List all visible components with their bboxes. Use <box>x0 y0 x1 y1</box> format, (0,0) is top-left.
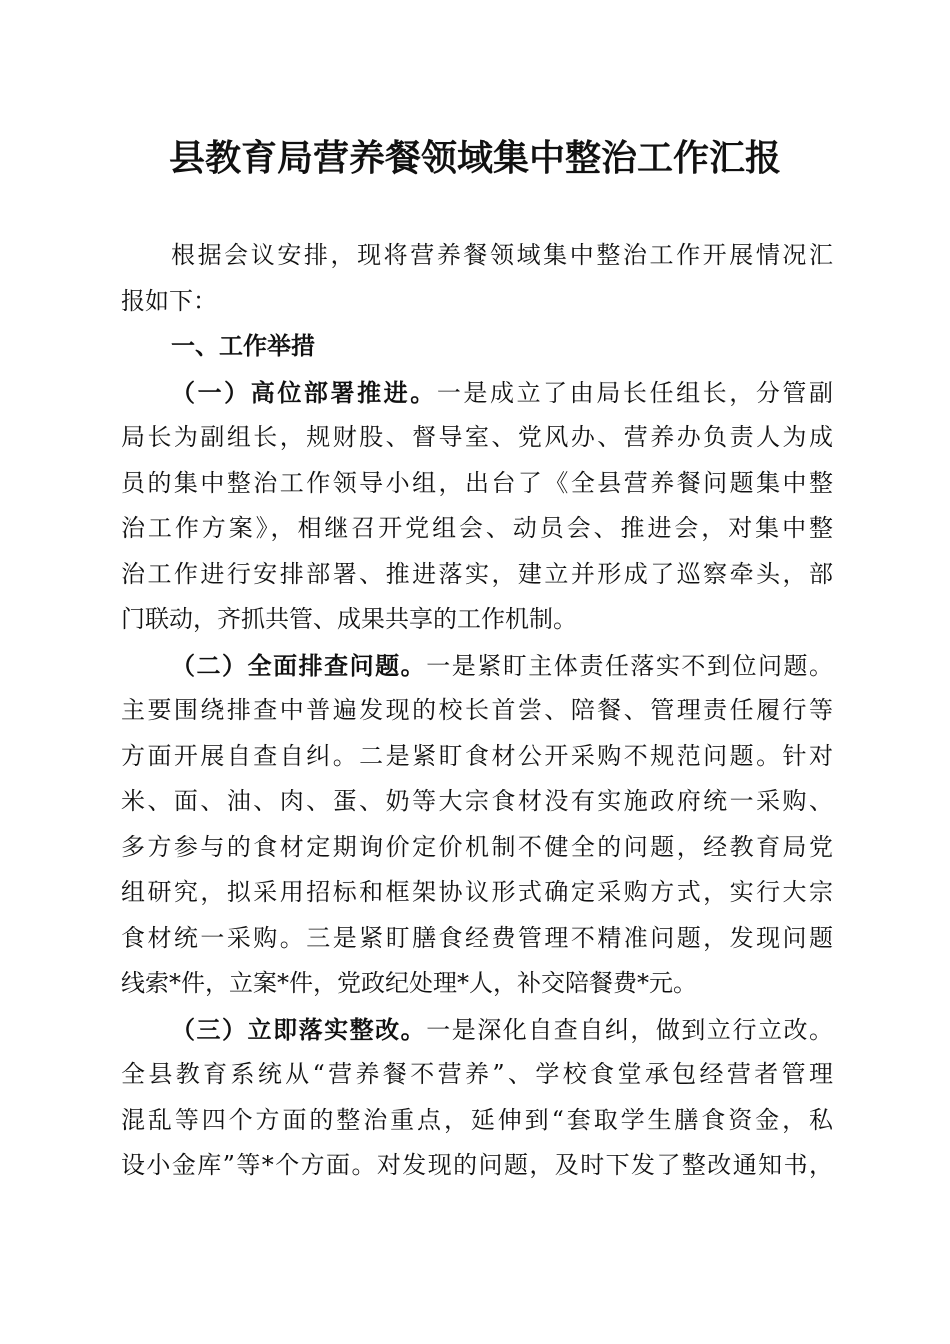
paragraph-line: 混乱等四个方面的整治重点，延伸到“套取学生膳食资金，私 <box>121 1105 833 1134</box>
paragraph-line: 门联动，齐抓共管、成果共享的工作机制。 <box>121 605 577 633</box>
paragraph-line: 治工作方案》，相继召开党组会、动员会、推进会，对集中整 <box>121 514 833 542</box>
paragraph-line: 治工作进行安排部署、推进落实，建立并形成了巡察牵头，部 <box>121 559 833 588</box>
paragraph-line: 局长为副组长，规财股、督导室、党风办、营养办负责人为成 <box>121 423 833 451</box>
document-title: 县教育局营养餐领域集中整治工作汇报 <box>168 137 781 179</box>
paragraph-line: 方面开展自查自纠。二是紧盯食材公开采购不规范问题。针对 <box>121 741 833 770</box>
intro-line: 根据会议安排，现将营养餐领域集中整治工作开展情况汇 <box>171 241 833 269</box>
paragraph-line <box>121 370 833 416</box>
intro-line: 报如下： <box>121 286 217 315</box>
paragraph-text: 一是成立了由局长任组长，分管副 <box>436 378 833 407</box>
document-body <box>121 233 833 1189</box>
paragraph-line: 米、面、油、肉、蛋、奶等大宗食材没有实施政府统一采购、 <box>121 787 833 815</box>
paragraph-line <box>121 1007 833 1053</box>
paragraph-line: 全县教育系统从“营养餐不营养”、学校食堂承包经营者管理 <box>121 1060 833 1088</box>
item-heading: （一）高位部署推进。 <box>171 377 437 407</box>
paragraph-line <box>121 643 833 689</box>
paragraph-text: 一是深化自查自纠，做到立行立改。 <box>426 1015 833 1044</box>
paragraph-line: 员的集中整治工作领导小组，出台了《全县营养餐问题集中整 <box>121 468 833 497</box>
item-heading: （二）全面排查问题。 <box>171 650 427 680</box>
section-heading: 一、工作举措 <box>171 332 315 360</box>
item-heading: （三）立即落实整改。 <box>171 1014 427 1044</box>
paragraph-line: 食材统一采购。三是紧盯膳食经费管理不精准问题，发现问题 <box>121 923 833 952</box>
paragraph-line: 组研究，拟采用招标和框架协议形式确定采购方式，实行大宗 <box>121 878 833 906</box>
paragraph-text: 一是紧盯主体责任落实不到位问题。 <box>426 651 833 680</box>
paragraph-line: 主要围绕排查中普遍发现的校长首尝、陪餐、管理责任履行等 <box>121 696 833 724</box>
paragraph-line: 多方参与的食材定期询价定价机制不健全的问题，经教育局党 <box>121 832 833 861</box>
paragraph-line: 设小金库”等*个方面。对发现的问题，及时下发了整改通知书， <box>121 1151 833 1179</box>
paragraph-line: 线索*件，立案*件，党政纪处理*人，补交陪餐费*元。 <box>121 969 697 997</box>
